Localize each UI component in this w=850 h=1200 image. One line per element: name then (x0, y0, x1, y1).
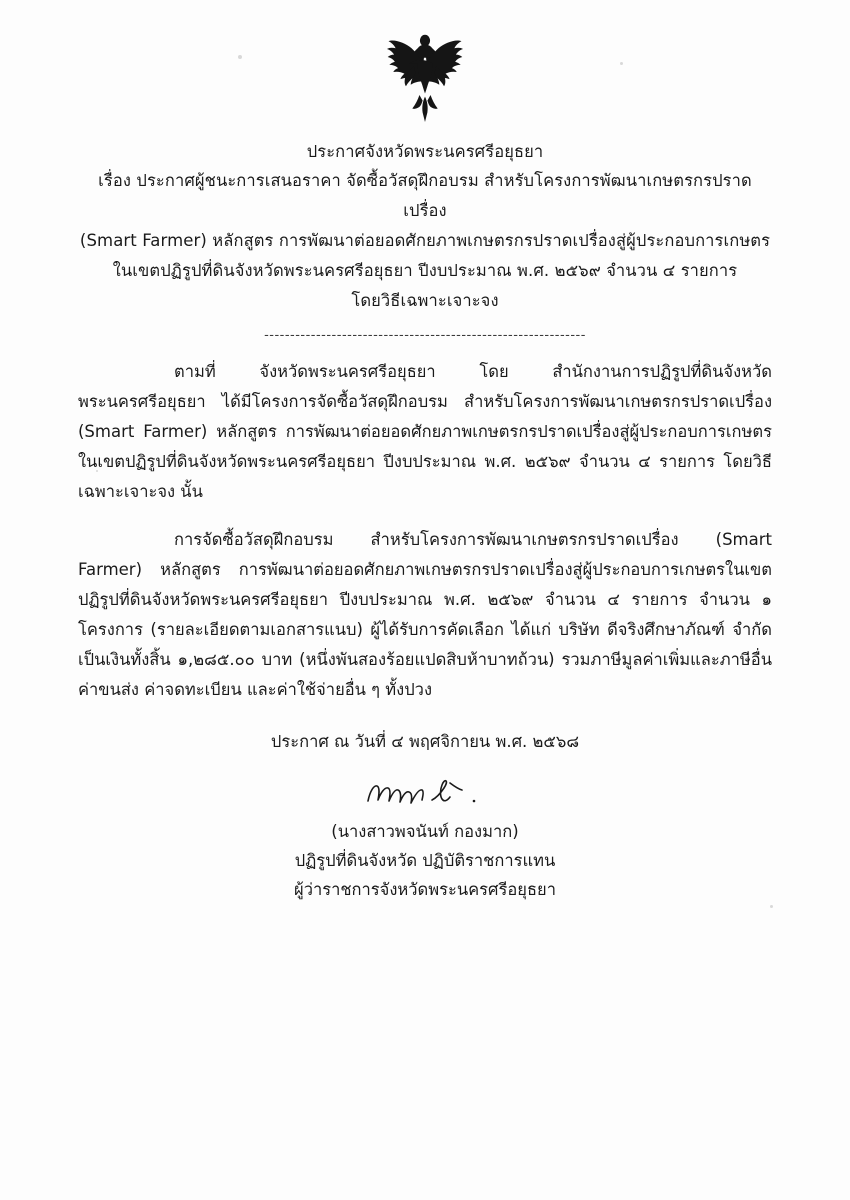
header-line-2: เรื่อง ประกาศผู้ชนะการเสนอราคา จัดซื้อวัสดุฝึกอบรม สำหรับโครงการพัฒนาเกษตรกรปราดเปรื่อง (98, 171, 752, 220)
emblem-container (0, 30, 850, 122)
announcement-date: ประกาศ ณ วันที่ ๔ พฤศจิกายน พ.ศ. ๒๕๖๘ (270, 732, 580, 751)
signer-name: (นางสาวพจนันท์ กองมาก) (331, 822, 519, 841)
document-body (78, 138, 772, 904)
header-line-3: (Smart Farmer) หลักสูตร การพัฒนาต่อยอดศักยภาพเกษตรกรปราดเปรื่องสู่ผู้ประกอบการเกษตร (79, 231, 771, 250)
scan-speckle (770, 905, 773, 908)
header-line-5: โดยวิธีเฉพาะเจาะจง (351, 291, 499, 310)
document-header (78, 138, 772, 316)
divider-line: -------------------------------------------------------------- (264, 328, 586, 343)
header-line-1: ประกาศจังหวัดพระนครศรีอยุธยา (306, 142, 544, 161)
paragraph-award: การจัดซื้อวัสดุฝึกอบรม สำหรับโครงการพัฒนาเกษตรกรปราดเปรื่อง (Smart Farmer) หลักสูตร การพัฒนาต่อยอดศักยภาพเกษตรกรปราดเปรื่องสู่ผู้ประกอบการเกษตรในเขตปฏิรูปที่ดินจังหวัดพระนครศรีอยุธยา ปีงบประมาณ พ.ศ. ๒๕๖๙ จำนวน ๔ รายการ จำนวน ๑ โครงการ (รายละเอียดตามเอกสารแนบ) ผู้ได้รับการคัดเลือก ได้แก่ บริษัท ดีจริงศึกษาภัณฑ์ จำกัด เป็นเงินทั้งสิ้น ๑,๒๘๕.๐๐ บาท (หนึ่งพันสองร้อยแปดสิบห้าบาทถ้วน) รวมภาษีมูลค่าเพิ่มและภาษีอื่น ค่าขนส่ง ค่าจดทะเบียน และค่าใช้จ่ายอื่น ๆ ทั้งปวง (78, 530, 772, 699)
garuda-emblem (377, 30, 473, 122)
paragraph-background: ตามที่ จังหวัดพระนครศรีอยุธยา โดย สำนักงานการปฏิรูปที่ดินจังหวัดพระนครศรีอยุธยา ได้มีโครงการจัดซื้อวัสดุฝึกอบรม สำหรับโครงการพัฒนาเกษตรกรปราดเปรื่อง (Smart Farmer) หลักสูตร การพัฒนาต่อยอดศักยภาพเกษตรกรปราดเปรื่องสู่ผู้ประกอบการเกษตรในเขตปฏิรูปที่ดินจังหวัดพระนครศรีอยุธยา ปีงบประมาณ พ.ศ. ๒๕๖๙ จำนวน ๔ รายการ โดยวิธีเฉพาะเจาะจง นั้น (78, 362, 772, 501)
signature-area (78, 771, 772, 817)
signer-position-line-2: ผู้ว่าราชการจังหวัดพระนครศรีอยุธยา (294, 880, 556, 899)
handwritten-signature-icon (350, 771, 500, 817)
header-line-4: ในเขตปฏิรูปที่ดินจังหวัดพระนครศรีอยุธยา ปีงบประมาณ พ.ศ. ๒๕๖๙ จำนวน ๔ รายการ (112, 261, 738, 280)
signature-block (78, 771, 772, 904)
signer-position-line-1: ปฏิรูปที่ดินจังหวัด ปฏิบัติราชการแทน (294, 851, 556, 870)
